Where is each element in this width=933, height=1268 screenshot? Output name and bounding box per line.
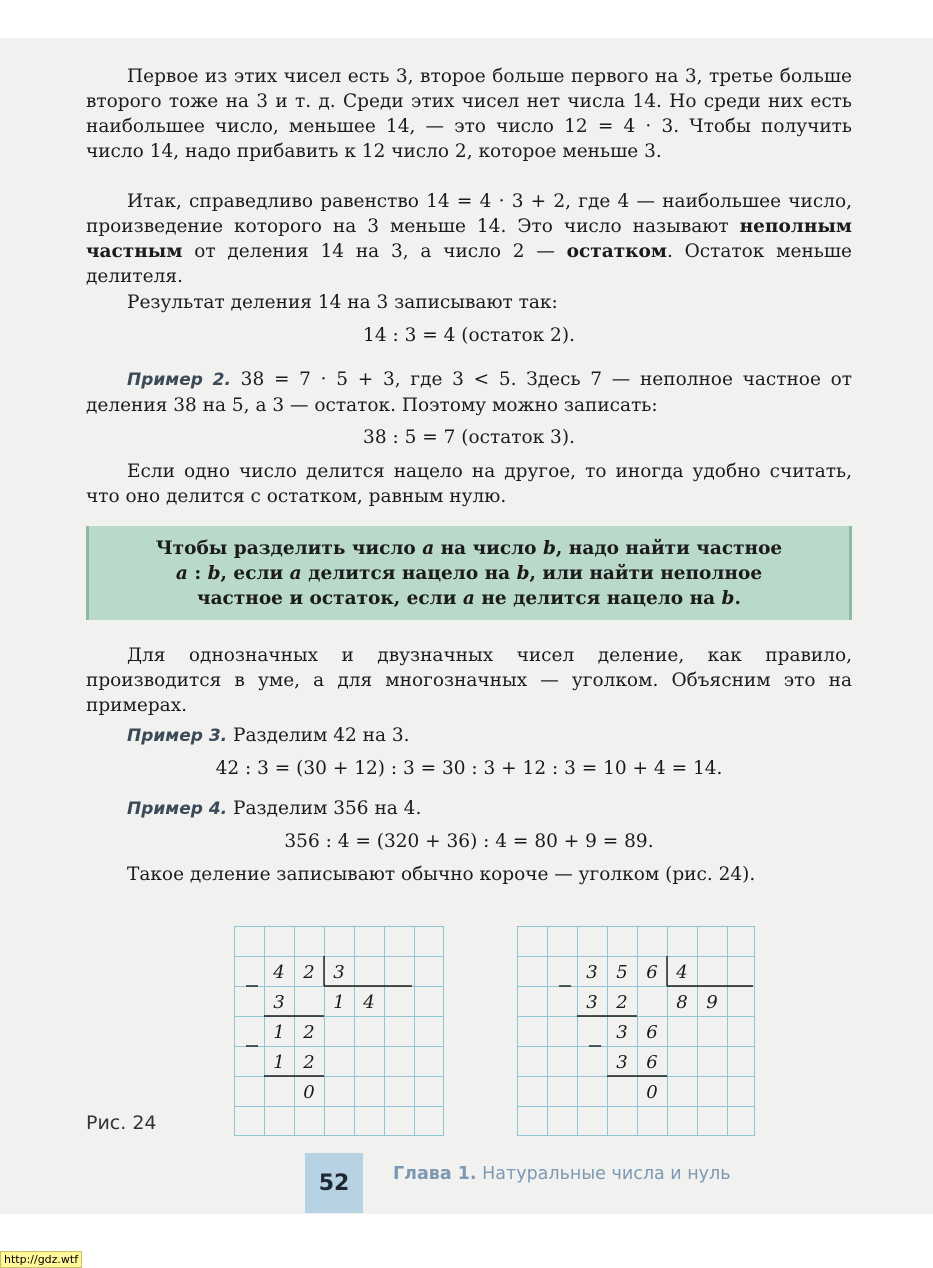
- paragraph-6: Такое деление записывают обычно короче — уголком (рис. 24).: [127, 864, 756, 885]
- example-2: [86, 367, 852, 418]
- quotient-digit: 4: [363, 992, 375, 1013]
- term-remainder: остатком: [566, 241, 667, 262]
- page-number: 52: [305, 1153, 363, 1213]
- remainder-digit: 0: [303, 1082, 315, 1103]
- example-4: [86, 796, 852, 822]
- quotient-digit: 9: [706, 992, 718, 1013]
- example-3-label: Пример 3.: [127, 726, 228, 746]
- digit: 2: [303, 1022, 315, 1043]
- formula-3: 42 : 3 = (30 + 12) : 3 = 30 : 3 + 12 : 3 = 10 + 4 = 14.: [215, 758, 723, 779]
- digit: 6: [646, 1022, 658, 1043]
- example-3: [86, 723, 852, 749]
- example-4-label: Пример 4.: [127, 799, 228, 819]
- digit: 5: [616, 962, 628, 983]
- rule-box: [86, 526, 852, 620]
- paragraph-2: [86, 189, 852, 289]
- digit: 2: [303, 1052, 315, 1073]
- remainder-digit: 0: [646, 1082, 658, 1103]
- paragraph-3: Результат деления 14 на 3 записывают так:: [127, 292, 558, 313]
- digit: 3: [586, 962, 598, 983]
- example-2-text: 38 = 7 · 5 + 3, где 3 < 5. Здесь 7 — неполное частное от деления 38 на 5, а 3 — остаток. Поэтому можно записать:: [86, 369, 852, 416]
- digit: 3: [616, 1052, 628, 1073]
- digit: 4: [273, 962, 285, 983]
- long-division-42-by-3: [234, 926, 444, 1136]
- digit: 6: [646, 962, 658, 983]
- quotient-digit: 1: [333, 992, 345, 1013]
- divisor-digit: 4: [676, 962, 688, 983]
- formula-1: 14 : 3 = 4 (остаток 2).: [363, 325, 575, 346]
- example-4-text: Разделим 356 на 4.: [227, 798, 422, 819]
- divisor-digit: 3: [333, 962, 345, 983]
- digit: 2: [303, 962, 315, 983]
- rule-line-3: частное и остаток, если a не делится нацело на b.: [197, 587, 741, 609]
- term-incomplete-quotient: неполным частным: [86, 216, 852, 262]
- digit: 3: [616, 1022, 628, 1043]
- digit: 3: [273, 992, 285, 1013]
- paragraph-2-text-c: от деления 14 на 3, а число 2 —: [182, 241, 567, 262]
- quotient-digit: 8: [676, 992, 688, 1013]
- digit: 6: [646, 1052, 658, 1073]
- paragraph-5: Для однозначных и двузначных чисел деление, как правило, производится в уме, а для многозначных — уголком. Объясним это на примерах.: [86, 645, 852, 716]
- paragraph-2-text-e: . Остаток меньше делителя.: [86, 241, 852, 287]
- chapter-footer: [393, 1164, 731, 1184]
- rule-line-2: a : b, если a делится нацело на b, или найти неполное: [175, 562, 763, 584]
- rule-line-1: Чтобы разделить число a на число b, надо найти частное: [155, 537, 783, 559]
- formula-4: 356 : 4 = (320 + 36) : 4 = 80 + 9 = 89.: [284, 831, 654, 852]
- chapter-title: Натуральные числа и нуль: [476, 1164, 731, 1184]
- digit: 1: [273, 1022, 285, 1043]
- formula-2: 38 : 5 = 7 (остаток 3).: [363, 427, 575, 448]
- paragraph-4: Если одно число делится нацело на другое, то иногда удобно считать, что оно делится с остатком, равным нулю.: [86, 461, 852, 507]
- example-3-text: Разделим 42 на 3.: [227, 725, 410, 746]
- digit: 2: [616, 992, 628, 1013]
- figure-label: Рис. 24: [86, 1112, 157, 1134]
- paragraph-1: Первое из этих чисел есть 3, второе больше первого на 3, третье больше второго тоже на 3 и т. д. Среди этих чисел нет числа 14. Но среди них есть наибольшее число, меньшее 14, — это число 12 = 4 · 3. Чтобы получить число 14, надо прибавить к 12 число 2, которое меньше 3.: [86, 66, 852, 162]
- paragraph-2-text-a: Итак, справедливо равенство 14 = 4 · 3 + 2, где 4 — наибольшее число, произведение которого на 3 меньше 14. Это число называют: [86, 191, 852, 237]
- example-2-label: Пример 2.: [127, 370, 231, 390]
- chapter-label: Глава 1.: [393, 1164, 477, 1184]
- digit: 1: [273, 1052, 285, 1073]
- watermark-link[interactable]: http://gdz.wtf: [0, 1251, 82, 1268]
- long-division-356-by-4: [517, 926, 755, 1136]
- digit: 3: [586, 992, 598, 1013]
